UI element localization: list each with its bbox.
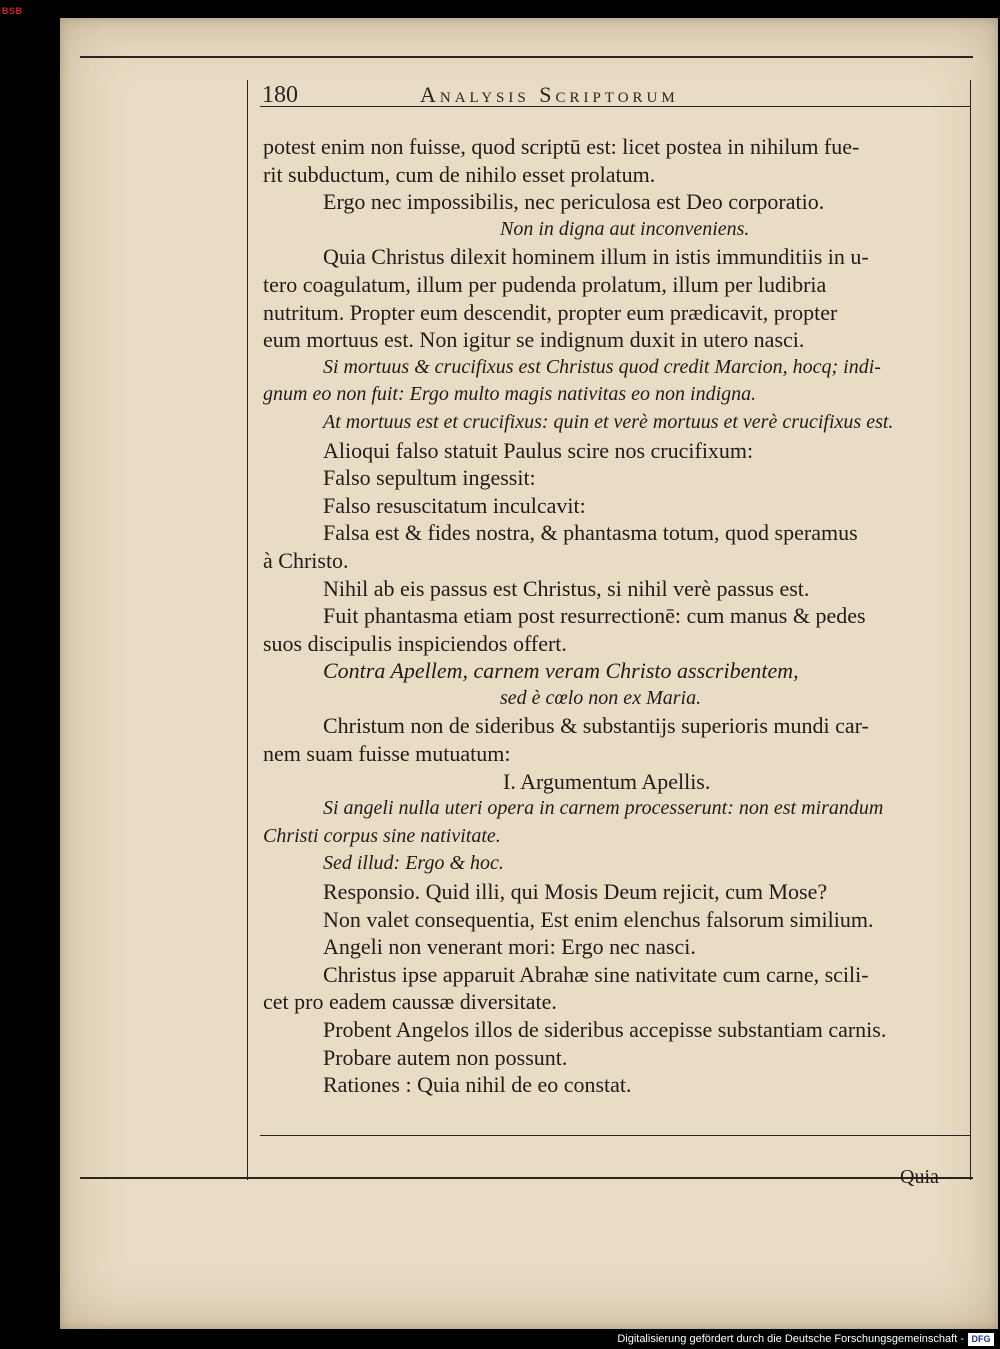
text-line: Christum non de sideribus & substantijs superioris mundi car- <box>323 713 869 739</box>
text-line: Responsio. Quid illi, qui Mosis Deum rejicit, cum Mose? <box>323 879 828 905</box>
text-line: rit subductum, cum de nihilo esset prolatum. <box>263 161 656 187</box>
text-line: Sed illud: Ergo & hoc. <box>323 852 504 875</box>
footer-rule-top <box>260 1135 970 1136</box>
text-line: Christus ipse apparuit Abrahæ sine nativitate cum carne, scili- <box>323 961 869 987</box>
text-line: At mortuus est et crucifixus: quin et verè mortuus et verè crucifixus est. <box>323 410 894 433</box>
section-subheading: sed è cœlo non ex Maria. <box>500 686 702 709</box>
catchword: Quia <box>900 1166 939 1188</box>
text-line: Christi corpus sine nativitate. <box>263 824 501 847</box>
running-head: Analysis Scriptorum <box>420 82 679 107</box>
text-line: Non valet consequentia, Est enim elenchus falsorum similium. <box>323 906 874 932</box>
text-line: nutritum. Propter eum descendit, propter eum prædicavit, propter <box>263 299 838 325</box>
section-heading: Contra Apellem, carnem veram Christo asscribentem, <box>323 658 799 684</box>
header-rule-top <box>80 56 973 58</box>
text-line: suos discipulis inspiciendos offert. <box>263 630 567 656</box>
text-line: Non in digna aut inconveniens. <box>500 217 750 240</box>
frame-left-rule <box>247 80 248 1180</box>
text-line: Falso sepultum ingessit: <box>323 465 536 491</box>
text-line: cet pro eadem caussæ diversitate. <box>263 989 557 1015</box>
footer-rule-bottom <box>80 1177 973 1179</box>
text-line: Angeli non venerant mori: Ergo nec nasci. <box>323 934 696 960</box>
text-line: Probent Angelos illos de sideribus accepisse substantiam carnis. <box>323 1017 887 1042</box>
text-line: Falso resuscitatum inculcavit: <box>323 492 586 518</box>
argument-heading: I. Argumentum Apellis. <box>503 768 711 794</box>
text-line: potest enim non fuisse, quod scriptū est: licet postea in nihilum fue- <box>263 134 860 159</box>
text-line: Rationes : Quia nihil de eo constat. <box>323 1072 632 1098</box>
text-line: Si angeli nulla uteri opera in carnem processerunt: non est mirandum <box>323 797 884 820</box>
text-line: Nihil ab eis passus est Christus, si nihil verè passus est. <box>323 575 810 601</box>
text-line: Fuit phantasma etiam post resurrectionē: cum manus & pedes <box>323 603 866 629</box>
text-line: Falsa est & fides nostra, & phantasma totum, quod speramus <box>323 520 858 546</box>
text-line: à Christo. <box>263 547 349 573</box>
page-number: 180 <box>262 82 298 108</box>
text-line: Alioqui falso statuit Paulus scire nos crucifixum: <box>323 437 754 463</box>
text-line: Ergo nec impossibilis, nec periculosa est Deo corporatio. <box>323 189 825 215</box>
text-line: eum mortuus est. Non igitur se indignum duxit in utero nasci. <box>263 327 805 353</box>
dfg-logo: DFG <box>968 1333 994 1346</box>
text-line: nem suam fuisse mutuatum: <box>263 741 511 767</box>
footer-credit: Digitalisierung gefördert durch die Deutsche Forschungsgemeinschaft - <box>617 1333 964 1345</box>
text-line: Si mortuus & crucifixus est Christus quod credit Marcion, hocq; indi- <box>323 355 881 378</box>
text-line: Quia Christus dilexit hominem illum in istis immunditiis in u- <box>323 244 869 270</box>
text-line: gnum eo non fuit: Ergo multo magis nativitas eo non indigna. <box>263 383 757 406</box>
bsb-logo: BSB <box>2 6 23 16</box>
frame-right-rule <box>970 80 971 1180</box>
body-text <box>263 133 963 1099</box>
text-line: Probare autem non possunt. <box>323 1044 568 1070</box>
text-line: tero coagulatum, illum per pudenda prolatum, illum per ludibria <box>263 271 827 297</box>
